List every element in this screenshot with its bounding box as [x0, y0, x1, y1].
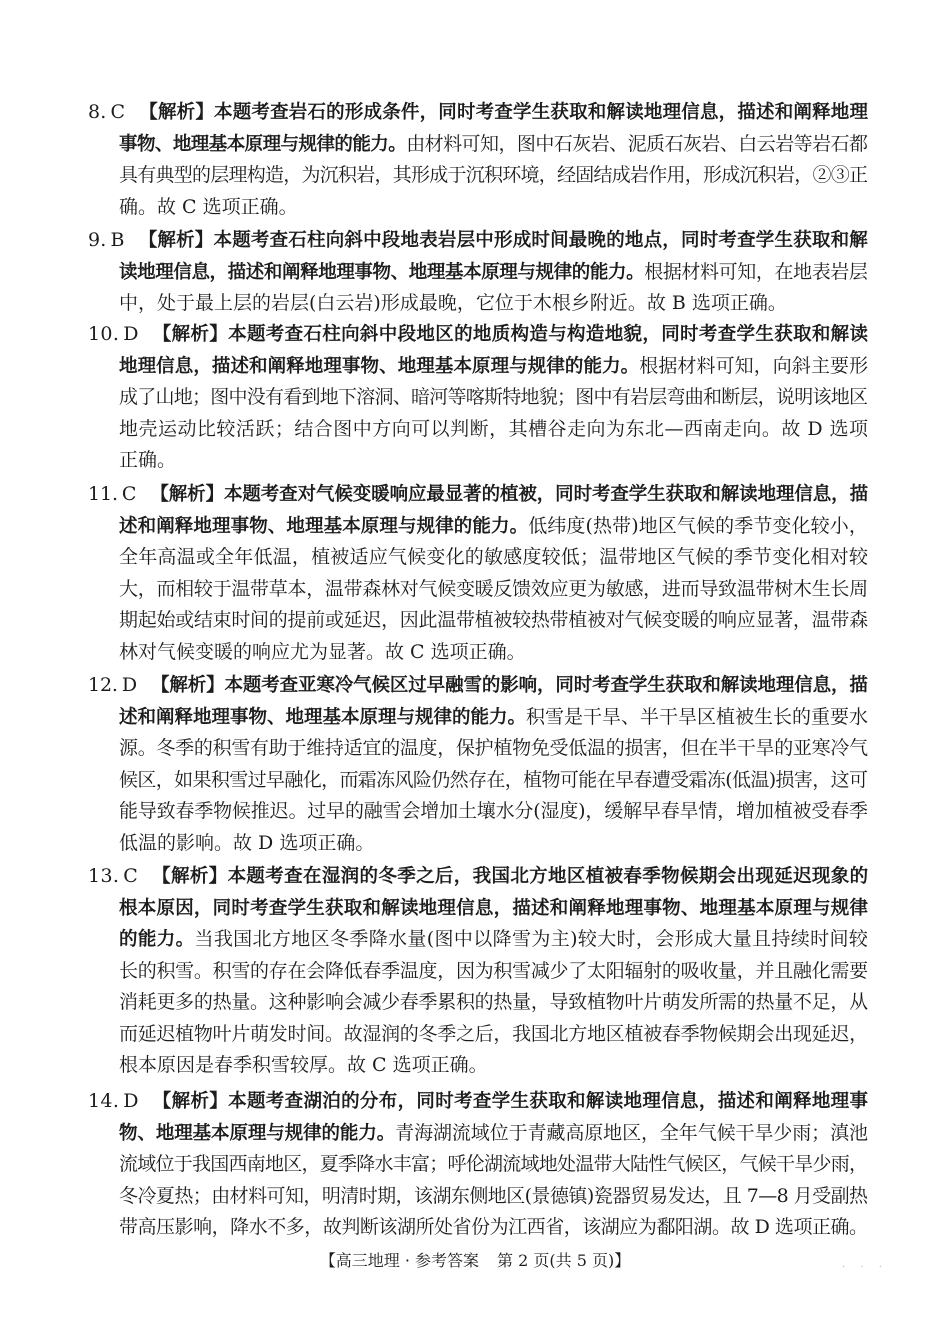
text-line [88, 864, 868, 889]
body-text: 源。冬季的积雪有助于维持适宜的温度，保护植物免受低温的损害，但在半干旱的亚寒冷气 [119, 737, 868, 759]
body-text: 低温的影响。故 D 选项正确。 [119, 831, 375, 854]
footer-page-number: 第 2 页(共 5 页)】 [497, 1251, 631, 1270]
bold-text: 述和阐释地理事物、地理基本原理与规律的能力。 [119, 706, 527, 728]
bold-text: 地理信息，描述和阐释地理事物、地理基本原理与规律的能力。 [119, 355, 640, 377]
question-number: 11. [88, 483, 118, 505]
text-line [119, 354, 868, 379]
text-line [119, 448, 176, 472]
bold-text: 述和阐释地理事物、地理基本原理与规律的能力。 [119, 515, 529, 537]
bold-text: 【解析】本题考查石柱向斜中段地表岩层中形成时间最晚的地点，同时考查学生获取和解 [138, 230, 869, 251]
text-line [119, 260, 868, 285]
text-line [119, 768, 867, 792]
body-text: 候区，如果积雪过早融化，而霜冻风险仍然存在，植物可能在早春遭受霜冻(低温)损害，这可 [119, 768, 868, 791]
text-line [88, 100, 868, 125]
body-text: 而延迟植物叶片萌发时间。故湿润的冬季之后，我国北方地区植被春季物候期会出现延迟， [119, 1022, 868, 1045]
answer-letter: B [110, 229, 125, 251]
bold-text: 【解析】本题考查岩石的形成条件，同时考查学生获取和解读地理信息，描述和阐释地理 [139, 102, 869, 123]
text-line [119, 927, 868, 952]
body-text: 成了山地；图中没有看到地下溶洞、暗河等喀斯特地貌；图中有岩层弯曲和断层，说明该地区 [119, 386, 868, 408]
body-text: 确。故 C 选项正确。 [119, 195, 298, 218]
text-line [88, 1089, 868, 1114]
question-number: 10. [88, 323, 120, 345]
question-number: 8. [88, 101, 107, 123]
answer-letter: D [121, 674, 137, 696]
body-text: 冬冷夏热；由材料可知，明清时期，该湖东侧地区(景德镇)瓷器贸易发达，且 7—8 月受副热 [119, 1184, 868, 1207]
text-line [88, 482, 868, 507]
body-text: 地壳运动比较活跃；结合图中方向可以判断，其槽谷走向为东北—西南走向。故 D 选项 [119, 417, 869, 440]
bold-text: 【解析】本题考查对气候变暖响应最显著的植被，同时考查学生获取和解读地理信息，描 [150, 484, 868, 505]
text-line [119, 608, 868, 632]
text-line [119, 1121, 868, 1146]
text-line [119, 1184, 867, 1208]
text-line [119, 896, 868, 921]
decorative-dots: · · · [842, 1262, 888, 1273]
text-line [119, 1022, 868, 1046]
body-text: 根据材料可知，向斜主要形 [639, 354, 869, 377]
body-text: 能导致春季物候推迟。过早的融雪会增加土壤水分(湿度)，缓解早春旱情，增加植被受春季 [119, 800, 868, 822]
question-number: 12. [88, 674, 118, 696]
bold-text: 【解析】本题考查石柱向斜中段地区的地质构造与构造地貌，同时考查学生获取和解读 [152, 324, 869, 345]
answer-letter: D [123, 1090, 139, 1112]
text-line [119, 799, 868, 823]
text-line [119, 514, 868, 539]
body-text: 林对气候变暖的响应尤为显著。故 C 选项正确。 [119, 640, 526, 663]
body-text: 期起始或结束时间的提前或延迟，因此温带植被较热带植被对气候变暖的响应显著，温带森 [119, 609, 868, 631]
body-text: 青海湖流域位于青藏高原地区，全年气候干旱少雨；滇池 [395, 1121, 868, 1144]
text-line [88, 673, 868, 698]
text-line [119, 1152, 867, 1176]
body-text: 消耗更多的热量。这种影响会减少春季累积的热量，导致植物叶片萌发所需的热量不足，从 [119, 991, 868, 1013]
text-line [119, 545, 868, 569]
question-number: 14. [88, 1090, 120, 1112]
text-line [119, 577, 868, 601]
body-text: 全年高温或全年低温，植被适应气候变化的敏感度较低；温带地区气候的季节变化相对较 [119, 546, 869, 568]
bold-text: 读地理信息，描述和阐释地理事物、地理基本原理与规律的能力。 [119, 261, 645, 283]
text-line [119, 163, 867, 187]
text-line [119, 1215, 868, 1239]
text-line [119, 195, 298, 219]
bold-text: 事物、地理基本原理与规律的能力。 [119, 133, 407, 155]
text-line [119, 291, 787, 315]
body-text: 积雪是干旱、半干旱区植被生长的重要水 [526, 705, 869, 728]
text-line [88, 228, 868, 253]
page-footer [0, 1251, 950, 1271]
text-line [119, 831, 374, 855]
body-text: 大，而相较于温带草本，温带森林对气候变暖反馈效应更为敏感，进而导致温带树木生长周 [119, 577, 868, 600]
text-line [119, 705, 868, 730]
bold-text: 物、地理基本原理与规律的能力。 [119, 1122, 396, 1144]
answer-letter: C [123, 865, 139, 887]
text-line [119, 385, 867, 409]
body-text: 由材料可知，图中石灰岩、泥质石灰岩、白云岩等岩石都 [406, 132, 868, 155]
text-line [88, 322, 868, 347]
text-line [119, 417, 869, 441]
body-text: 流域位于我国西南地区，夏季降水丰富；呼伦湖流域地处温带大陆性气候区，气候干旱少雨， [119, 1153, 868, 1175]
text-line [119, 959, 868, 983]
body-text: 当我国北方地区冬季降水量(图中以降雪为主)较大时，会形成大量且持续时间较 [194, 928, 869, 950]
bold-text: 【解析】本题考查湖泊的分布，同时考查学生获取和解读地理信息，描述和阐释地理事 [152, 1091, 869, 1112]
bold-text: 【解析】本题考查在湿润的冬季之后，我国北方地区植被春季物候期会出现延迟现象的 [152, 866, 869, 887]
body-text: 低纬度(热带)地区气候的季节变化较小， [528, 514, 868, 537]
body-text: 具有典型的层理构造，为沉积岩，其形成于沉积环境，经固结成岩作用，形成沉积岩，②③正 [119, 164, 868, 186]
text-line [119, 736, 868, 760]
bold-text: 【解析】本题考查亚寒冷气候区过早融雪的影响，同时考查学生获取和解读地理信息，描 [150, 675, 868, 696]
answer-letter: C [110, 101, 126, 123]
text-line [119, 1053, 488, 1077]
answer-letter: D [123, 323, 139, 345]
body-text: 正确。 [119, 449, 177, 471]
text-line [119, 990, 868, 1014]
answer-letter: C [121, 483, 137, 505]
text-line [119, 132, 867, 157]
body-text: 长的积雪。积雪的存在会降低春季温度，因为积雪减少了太阳辐射的吸收量，并且融化需要 [119, 959, 868, 982]
footer-title: 【高三地理 · 参考答案 [319, 1251, 480, 1270]
question-number: 13. [88, 865, 120, 887]
question-number: 9. [88, 229, 107, 251]
body-text: 中，处于最上层的岩层(白云岩)形成最晚，它位于木根乡附近。故 B 选项正确。 [119, 292, 787, 314]
body-text: 带高压影响，降水不多，故判断该湖所处省份为江西省，该湖应为鄱阳湖。故 D 选项正确。 [119, 1216, 868, 1238]
body-text: 根本原因是春季积雪较厚。故 C 选项正确。 [119, 1054, 488, 1076]
bold-text: 根本原因，同时考查学生获取和解读地理信息，描述和阐释地理事物、地理基本原理与规律 [119, 897, 869, 919]
body-text: 根据材料可知，在地表岩层 [644, 260, 868, 283]
bold-text: 的能力。 [119, 929, 195, 950]
text-line [119, 640, 526, 664]
